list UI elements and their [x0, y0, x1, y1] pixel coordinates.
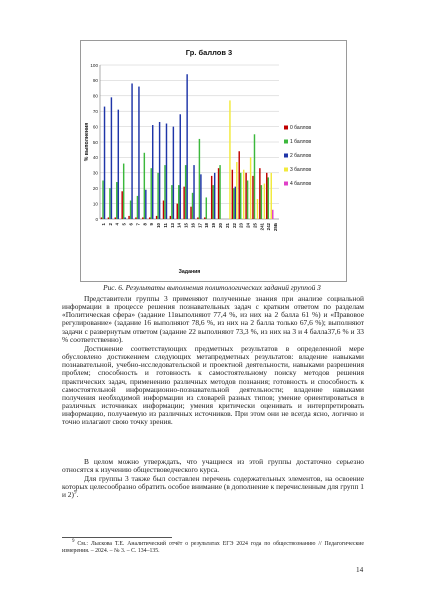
bar-0 — [121, 191, 122, 219]
x-tick-label: 4 — [114, 223, 120, 226]
bar-0 — [238, 151, 239, 219]
bar-1 — [116, 182, 117, 219]
x-tick-label: 242 — [266, 223, 272, 231]
x-tick-label: 1 — [100, 223, 106, 226]
bar-0 — [232, 170, 233, 219]
bar-1 — [164, 165, 165, 219]
x-tick-label: 9 — [149, 223, 155, 226]
paragraph-4: Для группы 3 также был составлен перечень содержательных элементов, на освоение которых целесообразно обратить особое внимание (в дополнение к перечисленным для групп 1 и 2)$^9$. — [62, 474, 364, 500]
bar-0 — [142, 217, 143, 219]
footnote-divider — [62, 537, 172, 538]
x-axis-label: Задания — [178, 269, 201, 275]
bar-2 — [214, 173, 215, 219]
bar-0 — [101, 217, 102, 219]
x-tick-label: 19 — [211, 223, 217, 228]
x-tick-label: 17 — [197, 223, 203, 228]
bar-1 — [102, 181, 103, 220]
bar-1 — [185, 165, 186, 219]
bar-1 — [199, 139, 200, 219]
x-tick-label: 24 — [245, 223, 251, 228]
bar-0 — [183, 187, 184, 219]
bar-0 — [170, 216, 171, 219]
legend-swatch — [284, 154, 288, 158]
bar-0 — [266, 173, 267, 219]
x-tick-label: 5 — [121, 223, 127, 226]
y-tick-label: 30 — [92, 170, 98, 176]
bar-1 — [219, 165, 220, 219]
x-tick-label: 16 — [190, 223, 196, 228]
x-tick-label: 13 — [169, 223, 175, 228]
bar-0 — [252, 176, 253, 219]
bar-0 — [149, 217, 150, 219]
chart-title: Гр. баллов 3 — [185, 48, 233, 57]
x-tick-label: 18 — [204, 223, 210, 228]
bar-1 — [144, 153, 145, 219]
bar-1 — [206, 197, 207, 219]
legend-label: 3 баллов — [290, 167, 312, 173]
bar-0 — [190, 207, 191, 219]
bar-2 — [173, 127, 174, 219]
y-tick-label: 20 — [92, 186, 98, 191]
footnote — [62, 541, 364, 555]
legend-swatch — [284, 126, 288, 130]
bar-1 — [247, 181, 248, 220]
bar-3 — [250, 157, 251, 219]
bar-1 — [254, 134, 255, 219]
bar-2 — [138, 87, 139, 219]
bar-4 — [272, 210, 273, 219]
bar-3 — [257, 199, 258, 219]
bar-0 — [163, 201, 164, 219]
bar-3 — [243, 170, 244, 219]
x-tick-label: 23 — [238, 223, 244, 228]
bar-2 — [186, 74, 187, 219]
paragraph-2: Достижение соответствующих предметных результатов в определенной мере обусловлено достижением следующих метапредметных результатов: владение навыками познавательной, учебно-исследовательской и проектной деятельности, навыками разрешения проблем; способность и готовность к самостоятельному поиску методов решения практических задач, применению различных методов познания; готовность и способность к самостоятельной информационно-познавательной деятельности; владение навыками получения необходимой информации из словарей разных типов; умение ориентироваться в различных источниках информации; умения критически оценивать и интерпретировать информацию, получаемую из различных источников. При этом они не всегда ясно, логично и точно излагают свою точку зрения. — [62, 344, 364, 427]
bar-2 — [104, 107, 105, 219]
x-tick-label: 15 — [183, 223, 189, 228]
bar-0 — [197, 217, 198, 219]
y-axis-label: % выполнения — [84, 122, 90, 162]
bar-0 — [259, 168, 260, 219]
bar-0 — [128, 216, 129, 219]
bar-1 — [137, 196, 138, 219]
page-number: 14 — [356, 566, 364, 574]
bar-0 — [115, 217, 116, 219]
bar-0 — [135, 217, 136, 219]
bar-0 — [156, 216, 157, 219]
footnote-text: См.: Лыскова Т.Е. Аналитический отчёт о результатах ЕГЭ 2024 года по обществознанию // Педагогические измерения. – 2024. – № 3. – С. 134–135. — [62, 541, 364, 554]
bar-1 — [157, 173, 158, 219]
chart-svg — [81, 41, 346, 281]
bar-2 — [152, 125, 153, 219]
y-tick-label: 60 — [92, 124, 98, 130]
x-tick-label: 21 — [224, 223, 230, 228]
bar-3 — [264, 184, 265, 219]
bar-0 — [218, 168, 219, 219]
y-tick-label: 10 — [92, 201, 98, 207]
bar-3 — [236, 162, 237, 219]
y-tick-label: 90 — [92, 78, 98, 84]
bar-1 — [150, 168, 151, 219]
x-tick-label: 241 — [259, 223, 265, 231]
legend-label: 4 баллов — [290, 181, 312, 187]
paragraph-1: Представители группы 3 применяют полученные знания при анализе социальной информации в процессе решения познавательных задач с кратким ответом по разделам «Политическая сфера» (задание 11выполняют 77,4 %, из них на 2 балла 61 %) и «Правовое регулирование» (задание 16 выполняют 78,6 %, из них на 2 балла только 67,6 %); выполняют задачи с развернутым ответом (задание 22 выполняют 73,3 %, из них на 3 и 4 балла37,6 % и 33 % соответственно). — [62, 294, 364, 344]
bar-2 — [159, 122, 160, 219]
bar-0 — [211, 176, 212, 219]
bar-1 — [261, 185, 262, 219]
x-tick-label: 14 — [176, 223, 182, 228]
bar-1 — [192, 193, 193, 219]
paragraph-4-text: Для группы 3 также был составлен перечень содержательных элементов, на освоение которых целесообразно обратить особое внимание (в дополнение к перечисленным для групп 1 и 2) — [62, 474, 364, 500]
bar-3 — [229, 100, 230, 219]
bar-3 — [271, 173, 272, 219]
bar-2 — [193, 165, 194, 219]
bar-1 — [130, 201, 131, 219]
bar-2 — [200, 174, 201, 219]
bar-0 — [245, 173, 246, 219]
x-tick-label: 6 — [128, 223, 134, 226]
y-tick-label: 100 — [90, 62, 98, 68]
footnote-marker: 9 — [72, 539, 75, 545]
bar-2 — [166, 124, 167, 219]
bar-2 — [111, 97, 112, 219]
y-tick-label: 70 — [92, 109, 98, 114]
legend-swatch — [284, 168, 288, 172]
bar-1 — [178, 185, 179, 219]
footnote-ref: 9 — [73, 490, 77, 496]
bar-1 — [109, 188, 110, 219]
bar-2 — [235, 187, 236, 219]
bar-0 — [177, 204, 178, 219]
x-tick-label: 25 — [252, 223, 258, 228]
figure-caption: Рис. 6. Результаты выполнения политологических заданий группой 3 — [103, 283, 321, 292]
y-tick-label: 80 — [92, 93, 98, 99]
bar-2 — [180, 114, 181, 219]
y-tick-label: 0 — [95, 216, 98, 222]
legend-swatch — [284, 182, 288, 186]
bar-0 — [204, 217, 205, 219]
bar-0 — [108, 217, 109, 219]
x-tick-label: 22 — [231, 223, 237, 228]
legend-swatch — [284, 140, 288, 144]
x-tick-label: 20 — [217, 223, 223, 228]
bar-2 — [124, 217, 125, 219]
bar-2 — [145, 190, 146, 219]
y-tick-label: 40 — [92, 155, 98, 161]
bar-1 — [240, 173, 241, 219]
x-tick-label: 11 — [162, 223, 168, 228]
x-tick-label: 2 — [107, 223, 113, 226]
bar-2 — [118, 110, 119, 219]
bar-1 — [268, 177, 269, 219]
x-tick-label: 8 — [142, 223, 148, 226]
legend-label: 1 баллов — [290, 139, 312, 145]
bar-1 — [123, 164, 124, 219]
bar-1 — [233, 188, 234, 219]
x-tick-label: 7 — [135, 223, 141, 226]
bar-1 — [171, 185, 172, 219]
x-tick-label: 25Б — [273, 223, 279, 232]
legend-label: 0 баллов — [290, 125, 312, 131]
chart — [80, 40, 347, 282]
y-tick-label: 50 — [92, 139, 98, 145]
paragraph-3: В целом можно утверждать, что учащиеся из этой группы достаточно серьезно относятся к изучению обществоведческого курса. — [62, 457, 364, 475]
x-tick-label: 10 — [156, 223, 162, 228]
legend-label: 2 баллов — [290, 153, 312, 159]
bar-2 — [131, 83, 132, 219]
bar-1 — [212, 185, 213, 219]
